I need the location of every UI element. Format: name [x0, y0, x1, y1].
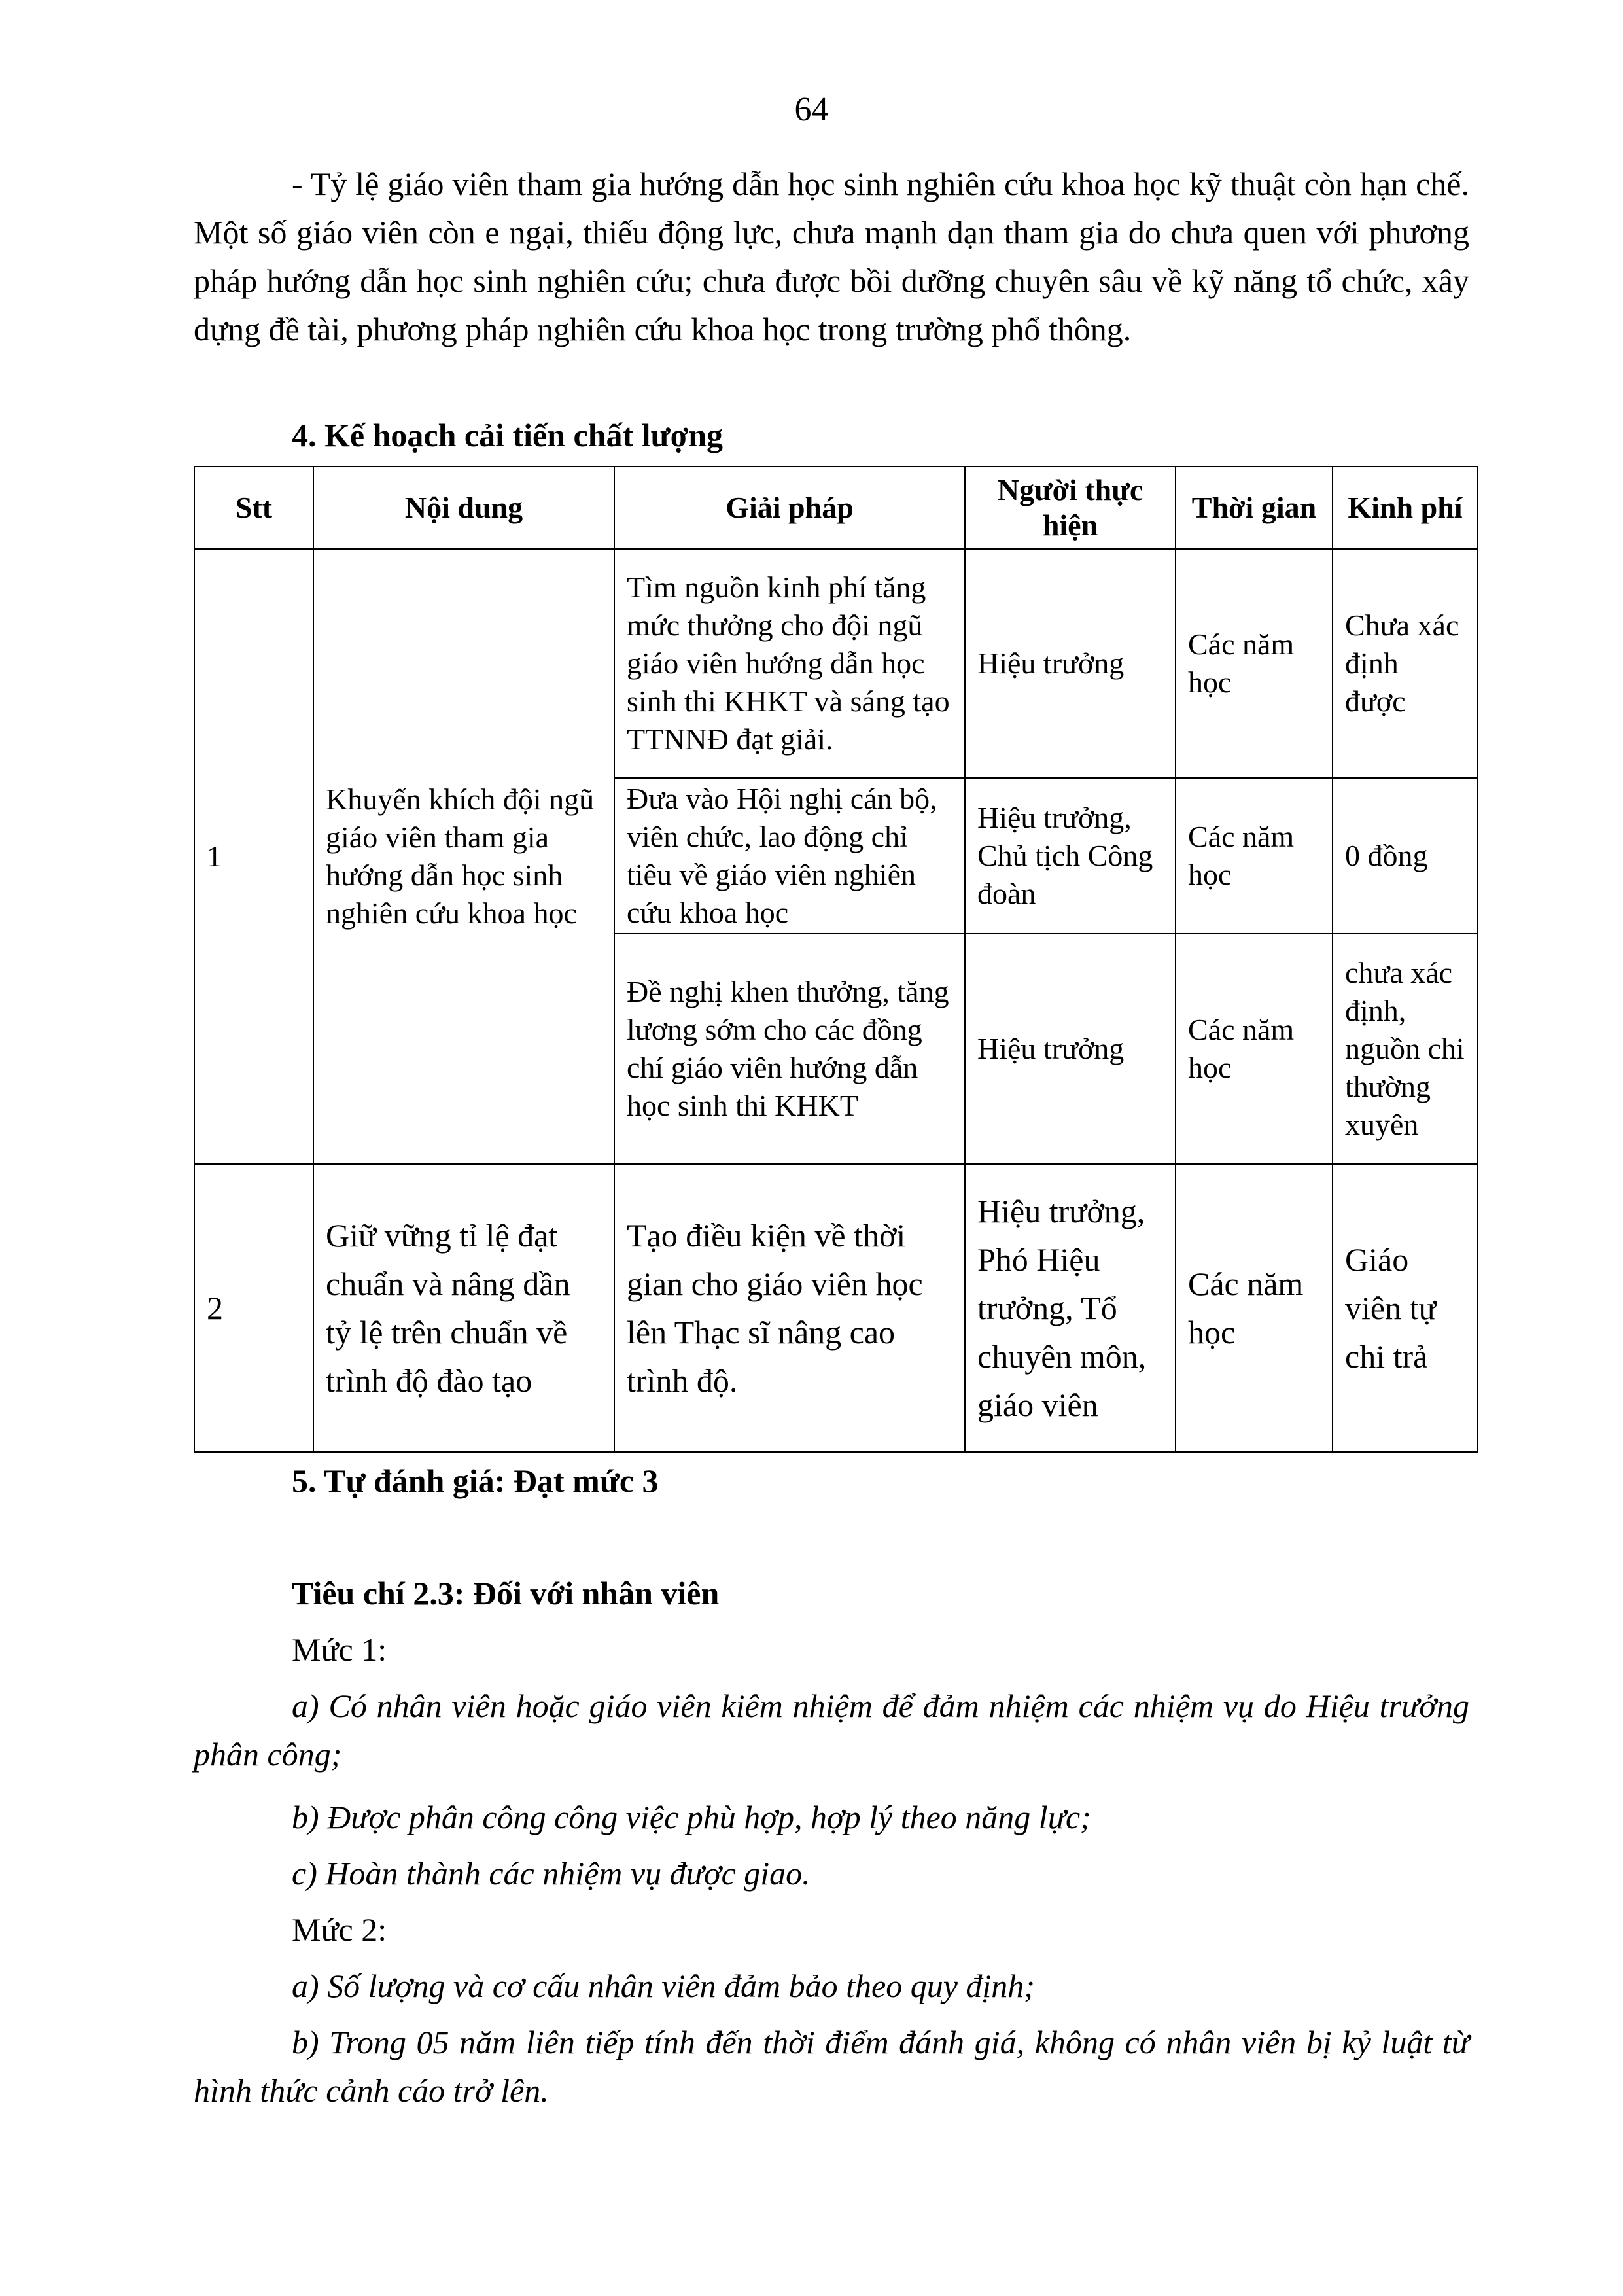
header-nguoi-thuc-hien: Người thực hiện [965, 467, 1176, 549]
row2-nguoi-thuc-hien: Hiệu trưởng, Phó Hiệu trưởng, Tổ chuyên môn, giáo viên [965, 1164, 1176, 1452]
row1-item3-thoi-gian: Các năm học [1176, 934, 1333, 1164]
row2-thoi-gian: Các năm học [1176, 1164, 1333, 1452]
row1-item2-thoi-gian: Các năm học [1176, 778, 1333, 934]
level-1-item-b: b) Được phân công công việc phù hợp, hợp lý theo năng lực; [292, 1799, 1091, 1835]
row1-item2-kinh-phi: 0 đồng [1333, 778, 1478, 934]
row1-item1-kinh-phi: Chưa xác định được [1333, 549, 1478, 778]
row1-stt: 1 [194, 549, 313, 1164]
row1-item3-kinh-phi: chưa xác định, nguồn chi thường xuyên [1333, 934, 1478, 1164]
header-thoi-gian: Thời gian [1176, 467, 1333, 549]
row1-item1-giai-phap: Tìm nguồn kinh phí tăng mức thưởng cho đội ngũ giáo viên hướng dẫn học sinh thi KHKT và sáng tạo TTNNĐ đạt giải. [614, 549, 965, 778]
section-4-heading: 4. Kế hoạch cải tiến chất lượng [292, 417, 724, 453]
criterion-heading: Tiêu chí 2.3: Đối với nhân viên [292, 1575, 720, 1612]
row1-item3-giai-phap: Đề nghị khen thưởng, tăng lương sớm cho các đồng chí giáo viên hướng dẫn học sinh thi KHKT [614, 934, 965, 1164]
level-1-item-c: c) Hoàn thành các nhiệm vụ được giao. [292, 1855, 811, 1892]
header-noi-dung: Nội dung [313, 467, 614, 549]
header-stt: Stt [194, 467, 313, 549]
row1-item1-thoi-gian: Các năm học [1176, 549, 1333, 778]
row1-noi-dung: Khuyến khích đội ngũ giáo viên tham gia hướng dẫn học sinh nghiên cứu khoa học [313, 549, 614, 1164]
level-2-item-a: a) Số lượng và cơ cấu nhân viên đảm bảo theo quy định; [292, 1968, 1035, 2004]
row1-item1-nguoi-thuc-hien: Hiệu trưởng [965, 549, 1176, 778]
row1-item2-giai-phap: Đưa vào Hội nghị cán bộ, viên chức, lao động chỉ tiêu về giáo viên nghiên cứu khoa học [614, 778, 965, 934]
row2-giai-phap: Tạo điều kiện về thời gian cho giáo viên học lên Thạc sĩ nâng cao trình độ. [614, 1164, 965, 1452]
level-1-label: Mức 1: [292, 1631, 387, 1668]
table-header-row [194, 467, 1478, 549]
table-row [194, 549, 1478, 778]
row2-noi-dung: Giữ vững tỉ lệ đạt chuẩn và nâng dần tỷ lệ trên chuẩn về trình độ đào tạo [313, 1164, 614, 1452]
row2-stt: 2 [194, 1164, 313, 1452]
page-number: 64 [794, 91, 829, 128]
level-2-label: Mức 2: [292, 1911, 387, 1948]
intro-paragraph: - Tỷ lệ giáo viên tham gia hướng dẫn học sinh nghiên cứu khoa học kỹ thuật còn hạn chế. Một số giáo viên còn e ngại, thiếu động lực, chưa mạnh dạn tham gia do chưa quen với phương pháp hướng dẫn học sinh nghiên cứu; chưa được bồi dưỡng chuyên sâu về kỹ năng tổ chức, xây dựng đề tài, phương pháp nghiên cứu khoa học trong trường phổ thông. [194, 166, 1469, 347]
row2-kinh-phi: Giáo viên tự chi trả [1333, 1164, 1478, 1452]
row1-item3-nguoi-thuc-hien: Hiệu trưởng [965, 934, 1176, 1164]
header-kinh-phi: Kinh phí [1333, 467, 1478, 549]
level-2-item-b: b) Trong 05 năm liên tiếp tính đến thời điểm đánh giá, không có nhân viên bị kỷ luật từ hình thức cảnh cáo trở lên. [194, 2024, 1469, 2109]
section-5-heading: 5. Tự đánh giá: Đạt mức 3 [292, 1462, 659, 1499]
header-giai-phap: Giải pháp [614, 467, 965, 549]
table-row [194, 1164, 1478, 1452]
quality-improvement-plan-table [194, 466, 1478, 1453]
row1-item2-nguoi-thuc-hien: Hiệu trưởng, Chủ tịch Công đoàn [965, 778, 1176, 934]
level-1-item-a: a) Có nhân viên hoặc giáo viên kiêm nhiệm để đảm nhiệm các nhiệm vụ do Hiệu trưởng phân công; [194, 1687, 1469, 1773]
